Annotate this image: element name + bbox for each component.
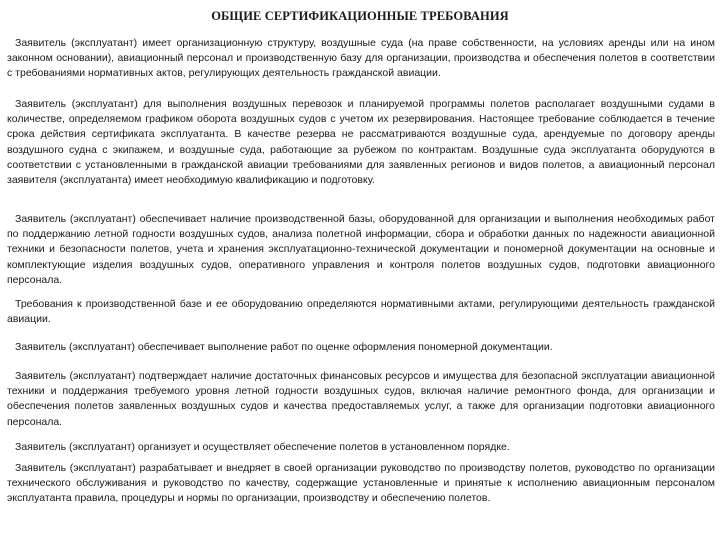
document-title: ОБЩИЕ СЕРТИФИКАЦИОННЫЕ ТРЕБОВАНИЯ [211,9,509,23]
paragraph-base-requirements: Требования к производственной базе и ее оборудованию определяются нормативными актами, регулирующими деятельность гражданской авиации. [7,298,715,326]
paragraph-manuals: Заявитель (эксплуатант) разрабатывает и внедряет в своей организации руководство по производству полетов, руководство по организации технического обслуживания и руководство по качеству, содержащие установленные и принятые к исполнению авиационным персоналом эксплуатанта правила, процедуры и нормы по организации, производству и обеспечению полетов. [7,462,715,505]
paragraph-documentation-assessment: Заявитель (эксплуатант) обеспечивает выполнение работ по оценке оформления пономерной документации. [15,341,553,353]
paragraph-production-base: Заявитель (эксплуатант) обеспечивает наличие производственной базы, оборудованной для организации и выполнения необходимых работ по поддержанию летной годности воздушных судов, анализа полетной информации, сбора и обработки данных по надежности авиационной техники и безопасности полетов, учета и хранения эксплуатационно-технической документации и пономерной документации на основные и комплектующие изделия воздушных судов, оперативного управления и контроля полетов воздушных судов, подготовки авиационного персонала. [7,213,715,286]
paragraph-aircraft-fleet: Заявитель (эксплуатант) для выполнения воздушных перевозок и планируемой программы полетов располагает воздушными судами в количестве, определяемом графиком оборота воздушных судов с учетом их резервирования. Настоящее требование соблюдается в течение срока действия сертификата эксплуатанта. В качестве резерва не рассматриваются воздушные суда, арендуемые по договору аренды воздушного судна с экипажем, и воздушные суда, работающие за рубежом по контрактам. Воздушные суда эксплуатанта оборудуются в соответствии с установленными в гражданской авиации требованиями для заявленных регионов и видов полетов, а авиационный персонал заявителя (эксплуатанта) имеет необходимую квалификацию и подготовку. [7,98,715,187]
paragraph-organizational-structure: Заявитель (эксплуатант) имеет организационную структуру, воздушные суда (на праве собственности, на условиях аренды или на ином законном основании), авиационный персонал и производственную базу для организации, производства и обеспечения полетов в соответствии с требованиями нормативных актов, регулирующих деятельность гражданской авиации. [7,37,715,80]
paragraph-flight-support: Заявитель (эксплуатант) организует и осуществляет обеспечение полетов в установленном порядке. [15,441,510,453]
paragraph-financial-resources: Заявитель (эксплуатант) подтверждает наличие достаточных финансовых ресурсов и имущества для безопасной эксплуатации авиационной техники и поддержания требуемого уровня летной годности воздушных судов, включая наличие ремонтного фонда, для организации и обеспечения полетов заявленных воздушных судов и качества предоставляемых услуг, а также для организации подготовки авиационного персонала. [7,370,715,428]
